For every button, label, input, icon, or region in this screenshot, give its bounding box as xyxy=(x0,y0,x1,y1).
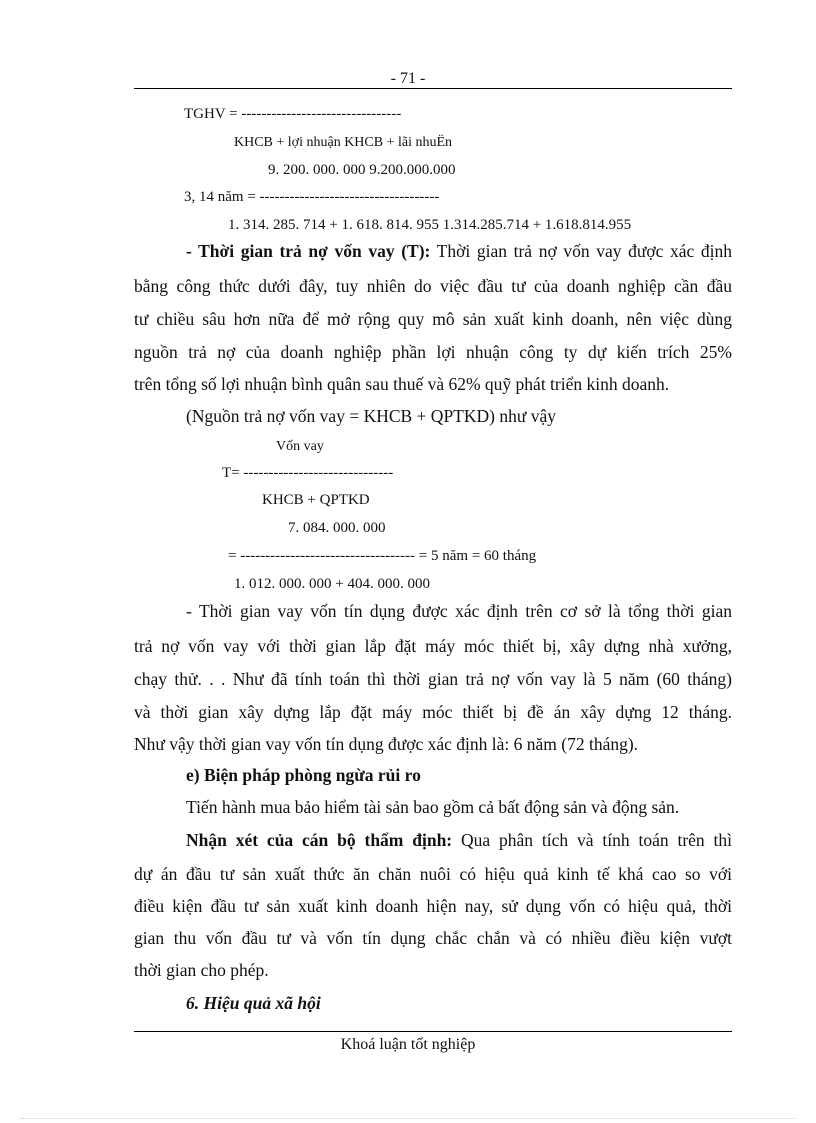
para-credit-line-2: trả nợ vốn vay với thời gian lắp đặt máy móc thiết bị, xây dựng nhà xưởng, xyxy=(134,636,732,656)
para-repayment-line-2: bằng công thức dưới đây, tuy nhiên do việc đầu tư của doanh nghiệp cần đầu xyxy=(134,276,732,296)
para-repayment-lead: - Thời gian trả nợ vốn vay (T): xyxy=(186,241,431,261)
page-number: - 71 - xyxy=(390,70,426,87)
formula-t-denominator-value: 1. 012. 000. 000 + 404. 000. 000 xyxy=(234,576,430,592)
formula-t-numerator-label: Vốn vay xyxy=(276,439,324,454)
para-assessment-line-4: gian thu vốn đầu tư và vốn tín dụng chắc chắn và có nhiều điều kiện vượt xyxy=(134,928,732,948)
para-credit-line-1: - Thời gian vay vốn tín dụng được xác định trên cơ sở là tổng thời gian xyxy=(186,601,732,621)
para-credit-line-3: chạy thử. . . Như đã tính toán thì thời gian trả nợ vốn vay là 5 năm (60 tháng) xyxy=(134,669,732,689)
formula-t-denominator-label: KHCB + QPTKD xyxy=(262,492,370,508)
para-assessment-line-3: điều kiện đầu tư sản xuất kinh doanh hiện nay, sử dụng vốn có hiệu quả, thời xyxy=(134,896,732,916)
header-rule xyxy=(134,88,732,89)
para-assessment-line-2: dự án đầu tư sản xuất thức ăn chăn nuôi có hiệu quả kinh tế khá cao so với xyxy=(134,864,732,884)
para-credit-line-5: Như vậy thời gian vay vốn tín dụng được xác định là: 6 năm (72 tháng). xyxy=(134,734,639,754)
formula-tghv-denominators: KHCB + lợi nhuận KHCB + lãi nhuËn xyxy=(234,135,453,150)
formula-t-lhs: T= ------------------------------ xyxy=(222,465,394,481)
para-credit-line-4: và thời gian xây dựng lắp đặt máy móc thiết bị đề án xây dựng 12 tháng. xyxy=(134,702,732,722)
formula-tghv-values: 1. 314. 285. 714 + 1. 618. 814. 955 1.314.285.714 + 1.618.814.955 xyxy=(228,217,632,233)
para-assessment-lead: Nhận xét của cán bộ thẩm định: xyxy=(186,830,453,850)
para-source-line: (Nguồn trả nợ vốn vay = KHCB + QPTKD) như vậy xyxy=(186,406,556,426)
footer-text: Khoá luận tốt nghiệp xyxy=(340,1036,476,1053)
section-e-heading: e) Biện pháp phòng ngừa rủi ro xyxy=(186,765,421,785)
formula-tghv-result: 3, 14 năm = ------------------------------------ xyxy=(184,189,440,205)
para-repayment-line-4: nguồn trả nợ của doanh nghiệp phần lợi nhuận công ty dự kiến trích 25% xyxy=(134,342,732,362)
section-6-heading: 6. Hiệu quả xã hội xyxy=(186,993,321,1013)
formula-tghv-numerators: 9. 200. 000. 000 9.200.000.000 xyxy=(268,162,456,178)
para-repayment-line-3: tư chiều sâu hơn nữa để mở rộng quy mô sản xuất kinh doanh, nên việc dùng xyxy=(134,309,732,329)
para-repayment-line-5: trên tổng số lợi nhuận bình quân sau thuế và 62% quỹ phát triển kinh doanh. xyxy=(134,374,670,394)
para-assessment-line-5: thời gian cho phép. xyxy=(134,960,269,980)
formula-t-numerator-value: 7. 084. 000. 000 xyxy=(288,520,386,536)
formula-t-result: = ----------------------------------- = 5 năm = 60 tháng xyxy=(228,548,537,564)
page-edge-divider xyxy=(20,1118,796,1119)
para-repayment-line-1: - Thời gian trả nợ vốn vay (T): Thời gian trả nợ vốn vay được xác định xyxy=(186,241,732,261)
para-insurance-line: Tiến hành mua bảo hiểm tài sản bao gồm cả bất động sản và động sản. xyxy=(186,797,680,817)
footer-rule xyxy=(134,1031,732,1032)
para-assessment-line-1: Nhận xét của cán bộ thẩm định: Qua phân tích và tính toán trên thì xyxy=(186,830,732,850)
formula-tghv-lhs: TGHV = -------------------------------- xyxy=(184,106,402,122)
